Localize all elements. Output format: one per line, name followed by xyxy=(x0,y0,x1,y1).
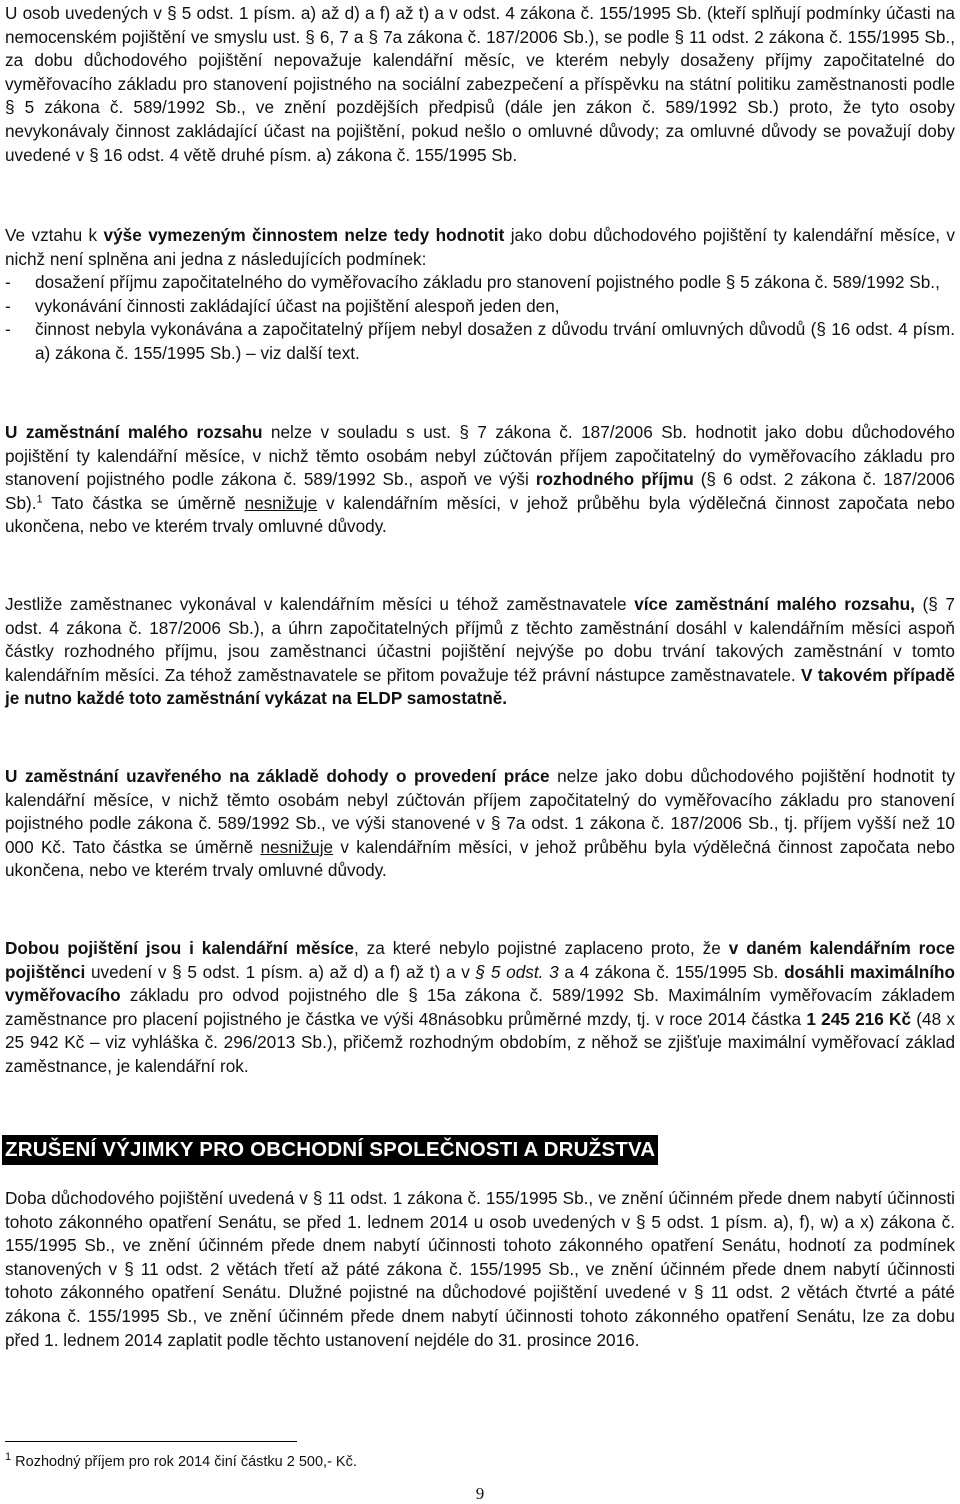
insurance-text-5: (48 x 25 942 Kč – viz vyhláška č. 296/2013 Sb.), přičemž rozhodným obdobím, z něhož se zjišťuje maximální vyměřovací základ zaměstnance, je kalendářní rok. xyxy=(5,1008,955,1076)
intro-text-a: U osob uvedených v § 5 odst. 1 písm. a) až d) a f) až t) a v odst. 4 zákona č. 155/1995 Sb. (kteří splňují podmínky účasti na nemocenském pojištění ve smyslu ust. § 6, 7 a § 7a zákona č. 187/2006 Sb.), se podle § 11 odst. 2 zákona č. 155/1995 Sb. xyxy=(5,3,955,47)
footnote-reference: 1 xyxy=(36,493,43,506)
footnote-mark: 1 xyxy=(5,1451,12,1464)
list-item: - vykonávání činnosti zakládající účast na pojištění alespoň jeden den, xyxy=(5,295,955,319)
paragraph-work-agreement xyxy=(5,765,955,883)
insurance-term-max: dosáhli maximálního vyměřovacího xyxy=(5,961,956,1006)
paragraph-intro xyxy=(5,2,955,167)
paragraph-insurance-periods xyxy=(5,937,955,1079)
work-agreement-heading: U zaměstnání uzavřeného na základě dohody o provedení práce xyxy=(5,766,550,786)
page-number: 9 xyxy=(475,1484,485,1503)
footnote-divider xyxy=(5,1441,297,1442)
conditions-lead-3: jako dobu důchodového pojištění ty kalendářní měsíce, v nichž není splněna ani jedna z následujících podmínek: xyxy=(5,225,955,269)
insurance-term-year: v daném kalendářním roce pojištěnci xyxy=(5,938,955,982)
insurance-periods-heading: Dobou pojištění jsou i kalendářní měsíce xyxy=(5,938,354,958)
section-heading: ZRUŠENÍ VÝJIMKY PRO OBCHODNÍ SPOLEČNOSTI A DRUŽSTVA xyxy=(2,1135,658,1165)
footnote xyxy=(5,1452,357,1472)
work-agreement-text-2: v kalendářním měsíci, v jehož průběhu byla výdělečná činnost započata nebo ukončena, nebo ve kterém trvaly omluvné důvody. xyxy=(5,836,955,881)
paragraph-exception-cancel xyxy=(5,1187,955,1352)
work-agreement-text-1: nelze jako dobu důchodového pojištění hodnotit ty kalendářní měsíce, v nichž těmto osobám nebyl zúčtován příjem započitatelný do vyměřovacího základu pro stanovení pojistného podle zákona č. 589/1992 Sb., ve výši stanovené v § 7a odst. 1 zákona č. 187/2006 Sb., tj. příjem vyšší než 10 000 Kč. Tato částka se úměrně xyxy=(5,766,955,857)
conditions-lead-2: výše vymezeným činnostem nelze tedy hodnotit xyxy=(103,225,505,245)
list-item: - dosažení příjmu započitatelného do vyměřovacího základu pro stanovení pojistného podle § 5 zákona č. 589/1992 Sb., xyxy=(5,271,955,295)
small-employment-text-1: nelze v souladu s ust. § 7 zákona č. 187/2006 Sb. hodnotit jako dobu důchodového pojištění ty kalendářní měsíce, v nichž těmto osobám nebyl zúčtován příjem započitatelný do vyměřovacího základu pro stanovení pojistného podle zákona č. 589/1992 Sb., aspoň ve výši xyxy=(5,422,955,490)
nesnizuje-term: nesnižuje xyxy=(260,836,334,857)
decisive-income-term: rozhodného příjmu xyxy=(535,469,694,490)
multiple-employment-text-2: (§ 7 odst. 4 zákona č. 187/2006 Sb.), a úhrn započitatelných příjmů z těchto zaměstnání dosáhl v kalendářním měsíci aspoň částky rozhodného příjmu, jsou zaměstnanci účastni pojištění nejvýše po dobu trvání takových zaměstnání v tomto kalendářním měsíci. Za téhož zaměstnavatele se přitom považuje též právní nástupce zaměstnavatele. xyxy=(5,594,955,685)
paragraph-multiple-employment xyxy=(5,593,955,711)
footnote-text: Rozhodný příjem pro rok 2014 činí částku 2 500,- Kč. xyxy=(11,1454,357,1470)
insurance-text-3: a 4 zákona č. 155/1995 Sb. xyxy=(558,961,785,982)
max-assessment-amount: 1 245 216 Kč xyxy=(806,1008,912,1029)
exception-cancel-text: Doba důchodového pojištění uvedená v § 11 odst. 1 zákona č. 155/1995 Sb., ve znění účinném přede dnem nabytí účinnosti tohoto zákonného opatření Senátu, se před 1. lednem 2014 u osob uvedených v § 5 odst. 1 písm. a), f), w) a x) zákona č. 155/1995 Sb., ve znění účinném přede dnem nabytí účinnosti tohoto zákonného opatření Senátu, hodnotí za podmínek stanovených v § 11 odst. 2 větách třetí až páté zákona č. 155/1995 Sb., ve znění účinném přede dnem nabytí účinnosti tohoto zákonného opatření Senátu. Dlužné pojistné na důchodové pojištění uvedené v § 11 odst. 2 větách čtvrté a páté zákona č. 155/1995 Sb., ve znění účinném přede dnem nabytí účinnosti tohoto zákonného opatření Senátu, lze za dobu před 1. lednem 2014 zaplatit podle těchto ustanovení nejdéle do 31. prosince 2016. xyxy=(5,1188,955,1350)
insurance-section-ref: § 5 odst. 3 xyxy=(475,961,559,982)
small-employment-heading: U zaměstnání malého rozsahu xyxy=(5,422,263,442)
small-employment-text-3: Tato částka se úměrně xyxy=(42,492,245,513)
insurance-text-4: základu pro odvod pojistného dle § 15a zákona č. 589/1992 Sb. Maximálním vyměřovacím základem zaměstnance pro placení pojistného je částka ve výši 48násobku průměrné mzdy, tj. v roce 2014 částka xyxy=(5,985,955,1029)
paragraph-conditions xyxy=(5,224,955,366)
insurance-text-2: uvedení v § 5 odst. 1 písm. a) až d) a f) až t) a v xyxy=(85,961,476,982)
conditions-lead-1: Ve vztahu k xyxy=(5,225,104,245)
multiple-employment-text-1: Jestliže zaměstnanec vykonával v kalendářním měsíci u téhož zaměstnavatele xyxy=(5,594,635,614)
small-employment-text-2: (§ 6 odst. 2 zákona č. 187/2006 Sb). xyxy=(5,469,955,513)
conditions-list xyxy=(5,271,955,365)
list-item: - činnost nebyla vykonávána a započitatelný příjem nebyl dosažen z důvodu trvání omluvných důvodů (§ 16 odst. 4 písm. a) zákona č. 155/1995 Sb.) – viz další text. xyxy=(5,318,955,365)
paragraph-small-employment xyxy=(5,421,955,539)
intro-text-b: , za dobu důchodového pojištění nepovažuje kalendářní měsíc, ve kterém nebyly dosaženy příjmy započitatelné do vyměřovacího základu pro stanovení pojistného na sociální zabezpečení a příspěvku na státní politiku zaměstnanosti podle § 5 zákona č. 589/1992 Sb., ve znění pozdějších předpisů (dále jen zákon č. 589/1992 Sb.) proto, že tyto osoby nevykonávaly činnost zakládající účast na pojištění, pokud nešlo o omluvné důvody; za omluvné důvody se považují doby uvedené v § 16 odst. 4 větě druhé písm. a) zákona č. 155/1995 Sb. xyxy=(5,26,955,165)
multiple-employment-term: více zaměstnání malého rozsahu, xyxy=(634,594,915,614)
nesnizuje-term: nesnižuje xyxy=(244,492,318,513)
eldp-instruction: V takovém případě je nutno každé toto zaměstnání vykázat na ELDP samostatně. xyxy=(5,664,955,709)
insurance-text-1: , za které nebylo pojistné zaplaceno proto, že xyxy=(353,938,729,958)
small-employment-text-4: v kalendářním měsíci, v jehož průběhu byla výdělečná činnost započata nebo ukončena, nebo ve kterém trvaly omluvné důvody. xyxy=(5,492,955,537)
